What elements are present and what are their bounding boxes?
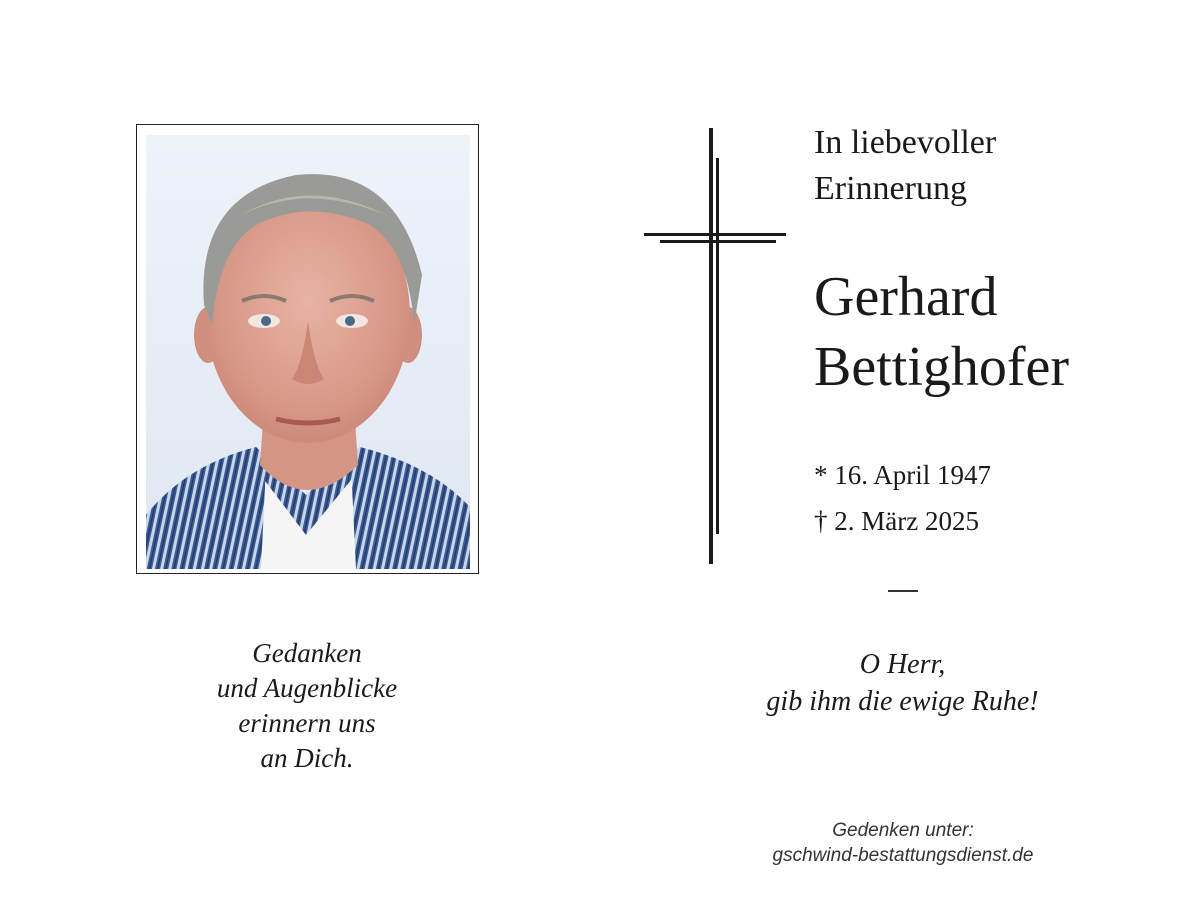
verse-line: an Dich. [260, 743, 354, 773]
life-dates [814, 452, 991, 544]
verse-line: erinnern uns [238, 708, 376, 738]
memorial-footer [738, 818, 1068, 868]
intro-heading [814, 120, 996, 212]
portrait-frame [136, 124, 479, 574]
memorial-verse [196, 636, 418, 776]
intro-line-2: Erinnerung [814, 170, 967, 207]
birth-date: * 16. April 1947 [814, 460, 992, 490]
footer-label: Gedenken unter: [832, 820, 974, 841]
prayer-verse [740, 646, 1065, 720]
portrait-photo [146, 135, 470, 569]
intro-line-1: In liebevoller [814, 124, 997, 161]
verse-line: Gedanken [252, 638, 362, 668]
memorial-website-link[interactable]: gschwind-bestattungsdienst.de [772, 845, 1034, 866]
death-date: † 2. März 2025 [814, 506, 979, 536]
verse-line: und Augenblicke [216, 673, 398, 703]
prayer-line: gib ihm die ewige Ruhe! [766, 686, 1039, 717]
last-name: Bettighofer [814, 336, 1070, 398]
deceased-name [814, 262, 1069, 402]
prayer-line: O Herr, [859, 649, 946, 680]
cross-icon [640, 128, 790, 568]
divider [888, 590, 918, 592]
first-name: Gerhard [814, 266, 998, 328]
